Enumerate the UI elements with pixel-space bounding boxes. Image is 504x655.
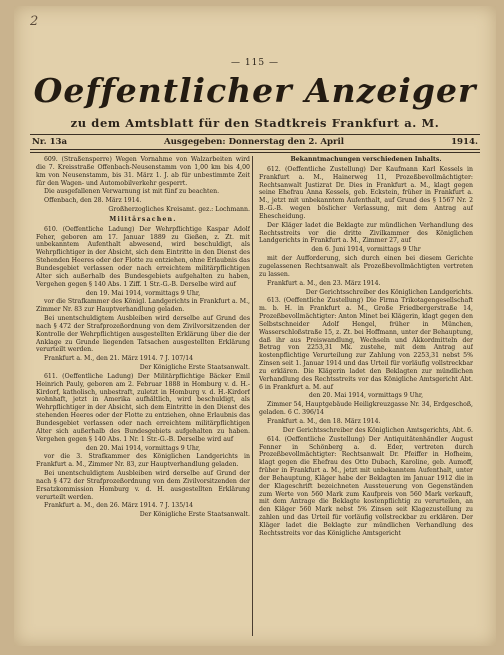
left-paragraph: Frankfurt a. M., den 26. März 1914. 7 J. 135/14 [44,502,194,510]
column-divider [252,156,253,636]
header-rule-top [30,134,480,135]
left-paragraph: Bei unentschuldigtem Ausbleiben wird derselbe auf Grund des nach § 472 der Strafprozeßordnung von dem Zivilvorsitzenden der Kontrolle der Wehrpflichtigen ausgestellten Erklärung über die der Anklage zu Grunde liegenden Tatsachen ausgestellten Erklärung verurteilt werden. [36,315,250,354]
left-section-heading: Militärsachen. [109,215,177,223]
right-paragraph: mit der Aufforderung, sich durch einen bei diesem Gerichte zugelassenen Rechtsanwalt als Prozeßbevollmächtigten vertreten zu lassen. [259,255,473,278]
right-paragraph: 613. (Oeffentliche Zustellung) Die Firma Trikotagengesellschaft m. b. H. in Frankfurt a. M., Große Friedbergerstraße 14, Prozeßbevollmächtigter: Anton Minet bei Klägerin, klagt gegen den Selbstschneider Adolf Hengel, früher in München, Wasserschloßstraße 15, z. Zt. bei Hoffmann, unter der Behauptung, daß ihr aus Preiswandlung, Wechseln und Akkordmitteln der Betrag von 2253,31 Mk. zustehe, mit dem Antrag auf kostenpflichtige Verurteilung zur Zahlung von 2253,31 nebst 5% Zinsen seit 1. Januar 1914 und das Urteil für vorläufig vollstreckbar zu erklären. Die Klägerin ladet den Beklagten zur mündlichen Verhandlung des Rechtsstreits vor das Königliche Amtsgericht Abt. 6 in Frankfurt a. M. auf [259,297,473,391]
left-paragraph: Offenbach, den 28. März 1914. [44,197,142,205]
right-date-line: den 20. Mai 1914, vormittags 9 Uhr, [308,392,424,400]
left-signature-line: Großherzogliches Kreisamt. gez.: Lochmann. [108,206,250,214]
left-signature-line: Der Königliche Erste Staatsanwalt. [139,511,250,519]
left-paragraph: vor die 3. Strafkammer des Königlichen Landgerichts in Frankfurt a. M., Zimmer Nr. 83, zur Hauptverhandlung geladen. [36,453,250,469]
left-paragraph: Bei unentschuldigtem Ausbleiben wird derselbe auf Grund der nach § 472 der Strafprozeßordnung von dem Zivilvorsitzenden der Ersatzkommission Homburg v. d. H. ausgestellten Erklärung verurteilt werden. [36,470,250,501]
left-paragraph: Frankfurt a. M., den 21. März 1914. 7 J. 107/14 [44,355,194,363]
left-paragraph: 610. (Oeffentliche Ladung) Der Wehrpflichtige Kaspar Adolf Feher, geboren am 17. Januar 1889 zu Gießen, z. Zt. mit unbekanntem Aufenthalt abwesend, wird beschuldigt, als Wehrpflichtiger in der Absicht, sich dem Eintritte in den Dienst des Stehenden Heeres oder der Flotte zu entziehen, ohne Erlaubnis das Bundesgebiet verlassen oder nach erreichtem militärpflichtigen Alter sich außerhalb des Bundesgebiets aufgehalten zu haben, Vergehen gegen § 140 Abs. 1 Ziff. 1 Str.-G.-B. Derselbe wird auf [36,225,250,288]
right-paragraph: 614. (Oeffentliche Zustellung) Der Antiquitätenhändler August Fenner in Schönberg a. d. Eder, vertreten durch Prozeßbevollmächtigter: Rechtsanwalt Dr. Pfeiffer in Hofheim, klagt gegen die Ehefrau des Otto Dubach, Karoline, geb. Aumoff, früher in Frankfurt a. M., jetzt mit unbekanntem Aufenthalt, unter der Behauptung, Kläger habe der Beklagten im Januar 1912 die in der Klageschrift bezeichneten Aussteuerung von Gegenständen zum Werte von 560 Mark zum Kaufpreis von 560 Mark verkauft, mit dem Antrage die Beklagte kostenpflichtig zu verurteilen, an den Kläger 560 Mark nebst 5% Zinsen seit Klagezustellung zu zahlen und das Urteil für vorläufig vollstreckbar zu erklären. Der Kläger ladet die Beklagte zur mündlichen Verhandlung des Rechtsstreits vor das Königliche Amtsgericht [259,435,473,537]
right-paragraph: Frankfurt a. M., den 18. März 1914. [267,418,381,425]
right-paragraph: Frankfurt a. M., den 23. März 1914. [267,279,381,287]
left-paragraph: Die ausgefallenen Verwarnung ist mit fünf zu beachten. [44,188,220,196]
issue-number: Nr. 13a [32,137,68,147]
right-signature-line: Der Gerichtsschreiber des Königlichen Landgerichts. [305,288,473,296]
right-section-heading: Bekanntmachungen verschiedenen Inhalts. [290,156,442,163]
left-column [36,156,250,626]
right-signature-line: Der Gerichtsschreiber des Königlichen Amtsgerichts, Abt. 6. [282,426,473,434]
newspaper-subtitle: zu dem Amtsblatt für den Stadtkreis Frankfurt a. M. [70,116,440,130]
page-number: — 115 — [231,58,279,68]
left-paragraph: 611. (Oeffentliche Ladung) Der Militärpflichtige Bäcker Emil Heinrich Pauly, geboren am 2. Februar 1888 in Homburg v. d. H.-Kirdorf, katholisch, unbestraft, zuletzt in Homburg v. d. H.-Kirdorf wohnhaft, jetzt in Amerika aufhältlich, wird beschuldigt, als Wehrpflichtiger in der Absicht, sich dem Eintritte in den Dienst des stehenden Heeres oder der Flotte zu entziehen, ohne Erlaubnis das Bundesgebiet verlassen oder nach erreichtem militärpflichtigen Alter sich außerhalb des Bundesgebiets aufgehalten zu haben. Vergehen gegen § 140 Abs. 1 Nr. 1 Str.-G.-B. Derselbe wird auf [36,372,250,443]
corner-mark: 2 [30,14,39,29]
newspaper-page [14,6,496,646]
right-paragraph: Zimmer 54, Hauptgebäude Heiligkreuzgasse Nr. 34, Erdgeschoß, geladen. 6 C. 396/14 [259,401,473,417]
left-date-line: den 20. Mai 1914, vormittags 9 Uhr, [85,444,201,452]
right-paragraph: Der Kläger ladet die Beklagte zur mündlichen Verhandlung des Rechtsstreits vor die dritte Zivilkammer des Königlichen Landgerichts in Frankfurt a. M., Zimmer 27, auf [259,221,473,245]
left-paragraph: vor die Strafkammer des Königl. Landgerichts in Frankfurt a. M., Zimmer Nr. 83 zur Hauptverhandlung geladen. [36,298,250,314]
right-column [259,156,473,641]
header-rule-double [30,152,480,153]
header-rule-bottom [30,149,480,150]
issue-date: Ausgegeben: Donnerstag den 2. April [164,137,345,147]
newspaper-title: Oeffentlicher Anzeiger [33,71,477,110]
left-signature-line: Der Königliche Erste Staatsanwalt. [139,364,250,372]
left-date-line: den 19. Mai 1914, vormittags 9 Uhr, [85,289,201,297]
right-paragraph: 612. (Oeffentliche Zustellung) Der Kaufmann Karl Kessels in Frankfurt a. M., Hainerweg 11, Prozeßbevollmächtigter: Rechtsanwalt Justizrat Dr. Dies in Frankfurt a. M., klagt gegen seine Ehefrau Anna Kessels, geb. Eckstein, früher in Frankfurt a. M., jetzt mit unbekanntem Aufenthalt, auf Grund des § 1567 Nr. 2 B.-G.-B. wegen böslicher Verlassung, mit dem Antrag auf Ehescheidung. [259,165,473,220]
left-paragraph: 609. (Straßensperre) Wegen Vornahme von Walzarbeiten wird die 7. Kreisstraße Offenbach-Neusenstamm von 1,00 km bis 4,00 km von Neusenstamm, bis 31. März 1. J. ab für unbestimmte Zeit für den Wagen- und Automobilverkehr gesperrt. [36,156,250,187]
right-date-line: den 6. Juni 1914, vormittags 9 Uhr [311,246,421,254]
issue-year: 1914. [451,137,478,147]
